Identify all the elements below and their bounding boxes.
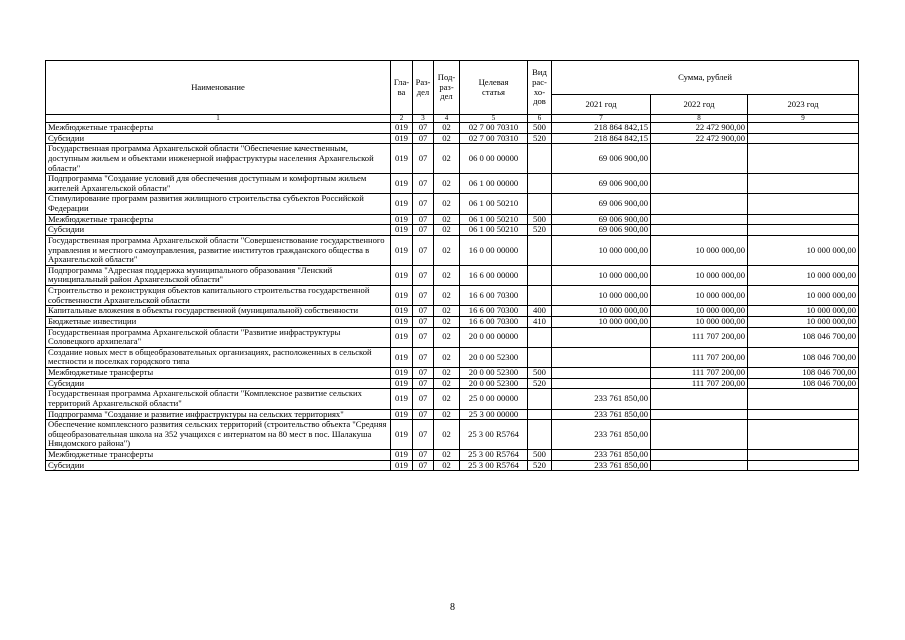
row-section: 07	[413, 347, 434, 367]
table-row	[46, 144, 859, 174]
row-subsection: 02	[434, 235, 460, 265]
row-sum-2022: 10 000 000,00	[651, 265, 748, 285]
row-expense-type: 520	[528, 133, 552, 144]
row-name: Государственная программа Архангельской области "Совершенствование государственного управления и местного самоуправления, развитие институтов гражданского общества в Архангельской области"	[46, 235, 391, 265]
row-sum-2022	[651, 420, 748, 450]
row-sum-2022: 10 000 000,00	[651, 286, 748, 306]
row-sum-2022	[651, 214, 748, 225]
row-target-article: 16 0 00 00000	[460, 235, 528, 265]
header-year-2022: 2022 год	[651, 95, 748, 115]
table-row	[46, 316, 859, 327]
row-sum-2022	[651, 460, 748, 471]
row-chapter: 019	[391, 225, 413, 236]
row-sum-2023	[748, 214, 859, 225]
row-target-article: 16 6 00 70300	[460, 316, 528, 327]
row-sum-2023: 10 000 000,00	[748, 286, 859, 306]
table-row	[46, 389, 859, 409]
row-subsection: 02	[434, 286, 460, 306]
row-sum-2021: 10 000 000,00	[552, 286, 651, 306]
row-sum-2021	[552, 347, 651, 367]
row-sum-2021: 10 000 000,00	[552, 265, 651, 285]
row-chapter: 019	[391, 409, 413, 420]
row-name: Бюджетные инвестиции	[46, 316, 391, 327]
row-expense-type	[528, 389, 552, 409]
row-sum-2021: 69 006 900,00	[552, 174, 651, 194]
row-name: Межбюджетные трансферты	[46, 450, 391, 461]
row-sum-2023	[748, 389, 859, 409]
row-chapter: 019	[391, 265, 413, 285]
row-chapter: 019	[391, 286, 413, 306]
row-section: 07	[413, 327, 434, 347]
column-number: 5	[460, 115, 528, 123]
page-number: 8	[450, 602, 455, 613]
row-sum-2023: 10 000 000,00	[748, 265, 859, 285]
row-sum-2022: 10 000 000,00	[651, 316, 748, 327]
row-sum-2023: 10 000 000,00	[748, 235, 859, 265]
row-sum-2023: 10 000 000,00	[748, 306, 859, 317]
row-sum-2021: 233 761 850,00	[552, 450, 651, 461]
row-sum-2021: 69 006 900,00	[552, 225, 651, 236]
row-chapter: 019	[391, 123, 413, 134]
row-sum-2023	[748, 123, 859, 134]
row-target-article: 06 1 00 50210	[460, 214, 528, 225]
row-sum-2023	[748, 133, 859, 144]
row-name: Государственная программа Архангельской области "Комплексное развитие сельских территорий Архангельской области"	[46, 389, 391, 409]
row-subsection: 02	[434, 133, 460, 144]
row-sum-2023	[748, 174, 859, 194]
row-sum-2022	[651, 174, 748, 194]
row-expense-type: 400	[528, 306, 552, 317]
row-section: 07	[413, 174, 434, 194]
row-chapter: 019	[391, 378, 413, 389]
row-name: Подпрограмма "Создание условий для обеспечения доступным и комфортным жильем жителей Архангельской области"	[46, 174, 391, 194]
column-number-row	[46, 115, 859, 123]
row-sum-2021: 233 761 850,00	[552, 389, 651, 409]
header-expense-type: Вид рас- хо- дов	[528, 61, 552, 115]
table-row	[46, 460, 859, 471]
row-chapter: 019	[391, 316, 413, 327]
row-sum-2021: 69 006 900,00	[552, 144, 651, 174]
row-expense-type: 500	[528, 123, 552, 134]
row-expense-type: 520	[528, 225, 552, 236]
table-row	[46, 286, 859, 306]
row-sum-2022	[651, 225, 748, 236]
table-row	[46, 306, 859, 317]
row-subsection: 02	[434, 450, 460, 461]
row-chapter: 019	[391, 144, 413, 174]
row-target-article: 20 0 00 52300	[460, 347, 528, 367]
row-section: 07	[413, 420, 434, 450]
row-section: 07	[413, 286, 434, 306]
row-sum-2021: 69 006 900,00	[552, 214, 651, 225]
row-subsection: 02	[434, 368, 460, 379]
row-subsection: 02	[434, 144, 460, 174]
row-sum-2021: 218 864 842,15	[552, 123, 651, 134]
row-target-article: 06 1 00 50210	[460, 225, 528, 236]
row-expense-type	[528, 144, 552, 174]
row-section: 07	[413, 123, 434, 134]
row-expense-type	[528, 265, 552, 285]
row-subsection: 02	[434, 460, 460, 471]
row-sum-2021: 10 000 000,00	[552, 316, 651, 327]
row-expense-type: 500	[528, 214, 552, 225]
row-subsection: 02	[434, 214, 460, 225]
row-sum-2021	[552, 378, 651, 389]
header-target: Целевая статья	[460, 61, 528, 115]
row-target-article: 06 0 00 00000	[460, 144, 528, 174]
row-section: 07	[413, 306, 434, 317]
row-sum-2022	[651, 144, 748, 174]
row-sum-2022	[651, 389, 748, 409]
budget-table	[45, 60, 859, 471]
row-target-article: 25 0 00 00000	[460, 389, 528, 409]
column-number: 1	[46, 115, 391, 123]
row-sum-2022: 111 707 200,00	[651, 368, 748, 379]
row-target-article: 25 3 00 00000	[460, 409, 528, 420]
row-target-article: 16 6 00 70300	[460, 286, 528, 306]
table-row	[46, 378, 859, 389]
row-name: Межбюджетные трансферты	[46, 214, 391, 225]
row-name: Субсидии	[46, 378, 391, 389]
row-name: Государственная программа Архангельской области "Развитие инфраструктуры Соловецкого архипелага"	[46, 327, 391, 347]
row-chapter: 019	[391, 214, 413, 225]
row-sum-2022: 111 707 200,00	[651, 378, 748, 389]
row-target-article: 25 3 00 R5764	[460, 420, 528, 450]
header-section: Раз- дел	[413, 61, 434, 115]
row-sum-2022	[651, 194, 748, 214]
row-sum-2023: 108 046 700,00	[748, 378, 859, 389]
row-chapter: 019	[391, 306, 413, 317]
row-section: 07	[413, 450, 434, 461]
table-row	[46, 327, 859, 347]
row-chapter: 019	[391, 327, 413, 347]
row-name: Подпрограмма "Адресная поддержка муниципального образования "Ленский муниципальный район Архангельской области"	[46, 265, 391, 285]
row-chapter: 019	[391, 460, 413, 471]
row-sum-2022: 10 000 000,00	[651, 235, 748, 265]
column-number: 2	[391, 115, 413, 123]
row-sum-2023: 108 046 700,00	[748, 327, 859, 347]
row-expense-type	[528, 235, 552, 265]
table-row	[46, 368, 859, 379]
row-name: Субсидии	[46, 133, 391, 144]
row-target-article: 20 0 00 52300	[460, 368, 528, 379]
row-name: Стимулирование программ развития жилищного строительства субъектов Российской Федерации	[46, 194, 391, 214]
row-name: Субсидии	[46, 460, 391, 471]
row-target-article: 20 0 00 52300	[460, 378, 528, 389]
row-name: Строительство и реконструкция объектов капитального строительства государственной собственности Архангельской области	[46, 286, 391, 306]
row-subsection: 02	[434, 225, 460, 236]
row-expense-type	[528, 327, 552, 347]
column-number: 8	[651, 115, 748, 123]
row-section: 07	[413, 194, 434, 214]
table-row	[46, 133, 859, 144]
table-row	[46, 347, 859, 367]
row-subsection: 02	[434, 265, 460, 285]
header-subsection: Под- раз- дел	[434, 61, 460, 115]
row-name: Подпрограмма "Создание и развитие инфраструктуры на сельских территориях"	[46, 409, 391, 420]
row-chapter: 019	[391, 174, 413, 194]
row-expense-type	[528, 194, 552, 214]
row-name: Создание новых мест в общеобразовательных организациях, расположенных в сельской местности и поселках городского типа	[46, 347, 391, 367]
table-row	[46, 265, 859, 285]
table-body	[46, 123, 859, 471]
row-sum-2023: 10 000 000,00	[748, 316, 859, 327]
row-subsection: 02	[434, 389, 460, 409]
row-sum-2023	[748, 450, 859, 461]
row-sum-2021: 233 761 850,00	[552, 420, 651, 450]
table-row	[46, 409, 859, 420]
row-sum-2021: 233 761 850,00	[552, 460, 651, 471]
row-name: Капитальные вложения в объекты государственной (муниципальной) собственности	[46, 306, 391, 317]
row-expense-type: 500	[528, 450, 552, 461]
row-chapter: 019	[391, 235, 413, 265]
row-sum-2022: 22 472 900,00	[651, 133, 748, 144]
row-subsection: 02	[434, 409, 460, 420]
row-expense-type: 520	[528, 378, 552, 389]
row-sum-2022: 10 000 000,00	[651, 306, 748, 317]
row-sum-2023	[748, 460, 859, 471]
row-target-article: 06 1 00 50210	[460, 194, 528, 214]
row-sum-2021: 218 864 842,15	[552, 133, 651, 144]
row-section: 07	[413, 460, 434, 471]
row-sum-2023: 108 046 700,00	[748, 368, 859, 379]
row-chapter: 019	[391, 368, 413, 379]
row-name: Государственная программа Архангельской области "Обеспечение качественным, доступным жильем и объектами инженерной инфраструктуры населения Архангельской области"	[46, 144, 391, 174]
row-sum-2023	[748, 144, 859, 174]
row-target-article: 16 6 00 70300	[460, 306, 528, 317]
row-expense-type	[528, 286, 552, 306]
row-sum-2023	[748, 194, 859, 214]
row-expense-type: 410	[528, 316, 552, 327]
row-section: 07	[413, 144, 434, 174]
row-name: Обеспечение комплексного развития сельских территорий (строительство объекта "Средняя общеобразовательная школа на 352 учащихся с интернатом на 80 мест в пос. Шалакуша Няндомского района")	[46, 420, 391, 450]
row-expense-type	[528, 420, 552, 450]
row-target-article: 25 3 00 R5764	[460, 450, 528, 461]
row-target-article: 20 0 00 00000	[460, 327, 528, 347]
row-subsection: 02	[434, 194, 460, 214]
row-sum-2021	[552, 327, 651, 347]
column-number: 3	[413, 115, 434, 123]
row-sum-2022	[651, 450, 748, 461]
row-subsection: 02	[434, 378, 460, 389]
header-year-2021: 2021 год	[552, 95, 651, 115]
row-sum-2023	[748, 420, 859, 450]
row-sum-2021: 233 761 850,00	[552, 409, 651, 420]
row-sum-2023	[748, 225, 859, 236]
row-section: 07	[413, 235, 434, 265]
table-row	[46, 214, 859, 225]
row-name: Субсидии	[46, 225, 391, 236]
column-number: 7	[552, 115, 651, 123]
row-chapter: 019	[391, 420, 413, 450]
table-row	[46, 174, 859, 194]
row-sum-2022: 22 472 900,00	[651, 123, 748, 134]
table-row	[46, 123, 859, 134]
row-target-article: 25 3 00 R5764	[460, 460, 528, 471]
row-subsection: 02	[434, 123, 460, 134]
header-year-2023: 2023 год	[748, 95, 859, 115]
row-name: Межбюджетные трансферты	[46, 368, 391, 379]
row-section: 07	[413, 409, 434, 420]
row-section: 07	[413, 133, 434, 144]
row-expense-type	[528, 174, 552, 194]
header-name: Наименование	[46, 61, 391, 115]
row-target-article: 16 6 00 00000	[460, 265, 528, 285]
row-sum-2022: 111 707 200,00	[651, 327, 748, 347]
row-sum-2021: 69 006 900,00	[552, 194, 651, 214]
table-row	[46, 194, 859, 214]
row-section: 07	[413, 389, 434, 409]
row-subsection: 02	[434, 174, 460, 194]
row-name: Межбюджетные трансферты	[46, 123, 391, 134]
row-section: 07	[413, 225, 434, 236]
row-subsection: 02	[434, 420, 460, 450]
row-subsection: 02	[434, 306, 460, 317]
row-subsection: 02	[434, 316, 460, 327]
row-subsection: 02	[434, 347, 460, 367]
row-sum-2022	[651, 409, 748, 420]
table-row	[46, 420, 859, 450]
row-sum-2021	[552, 368, 651, 379]
row-expense-type: 500	[528, 368, 552, 379]
row-section: 07	[413, 265, 434, 285]
column-number: 9	[748, 115, 859, 123]
row-chapter: 019	[391, 450, 413, 461]
row-sum-2023	[748, 409, 859, 420]
row-sum-2021: 10 000 000,00	[552, 306, 651, 317]
row-sum-2021: 10 000 000,00	[552, 235, 651, 265]
row-expense-type: 520	[528, 460, 552, 471]
row-section: 07	[413, 316, 434, 327]
column-number: 4	[434, 115, 460, 123]
row-target-article: 02 7 00 70310	[460, 133, 528, 144]
row-chapter: 019	[391, 389, 413, 409]
row-sum-2023: 108 046 700,00	[748, 347, 859, 367]
row-chapter: 019	[391, 347, 413, 367]
row-chapter: 019	[391, 133, 413, 144]
column-number: 6	[528, 115, 552, 123]
row-section: 07	[413, 368, 434, 379]
row-sum-2022: 111 707 200,00	[651, 347, 748, 367]
row-expense-type	[528, 347, 552, 367]
header-sum: Сумма, рублей	[552, 61, 859, 95]
row-chapter: 019	[391, 194, 413, 214]
header-chapter: Гла- ва	[391, 61, 413, 115]
table-row	[46, 235, 859, 265]
row-section: 07	[413, 214, 434, 225]
table-row	[46, 450, 859, 461]
row-subsection: 02	[434, 327, 460, 347]
table-row	[46, 225, 859, 236]
row-target-article: 02 7 00 70310	[460, 123, 528, 134]
row-expense-type	[528, 409, 552, 420]
row-target-article: 06 1 00 00000	[460, 174, 528, 194]
row-section: 07	[413, 378, 434, 389]
